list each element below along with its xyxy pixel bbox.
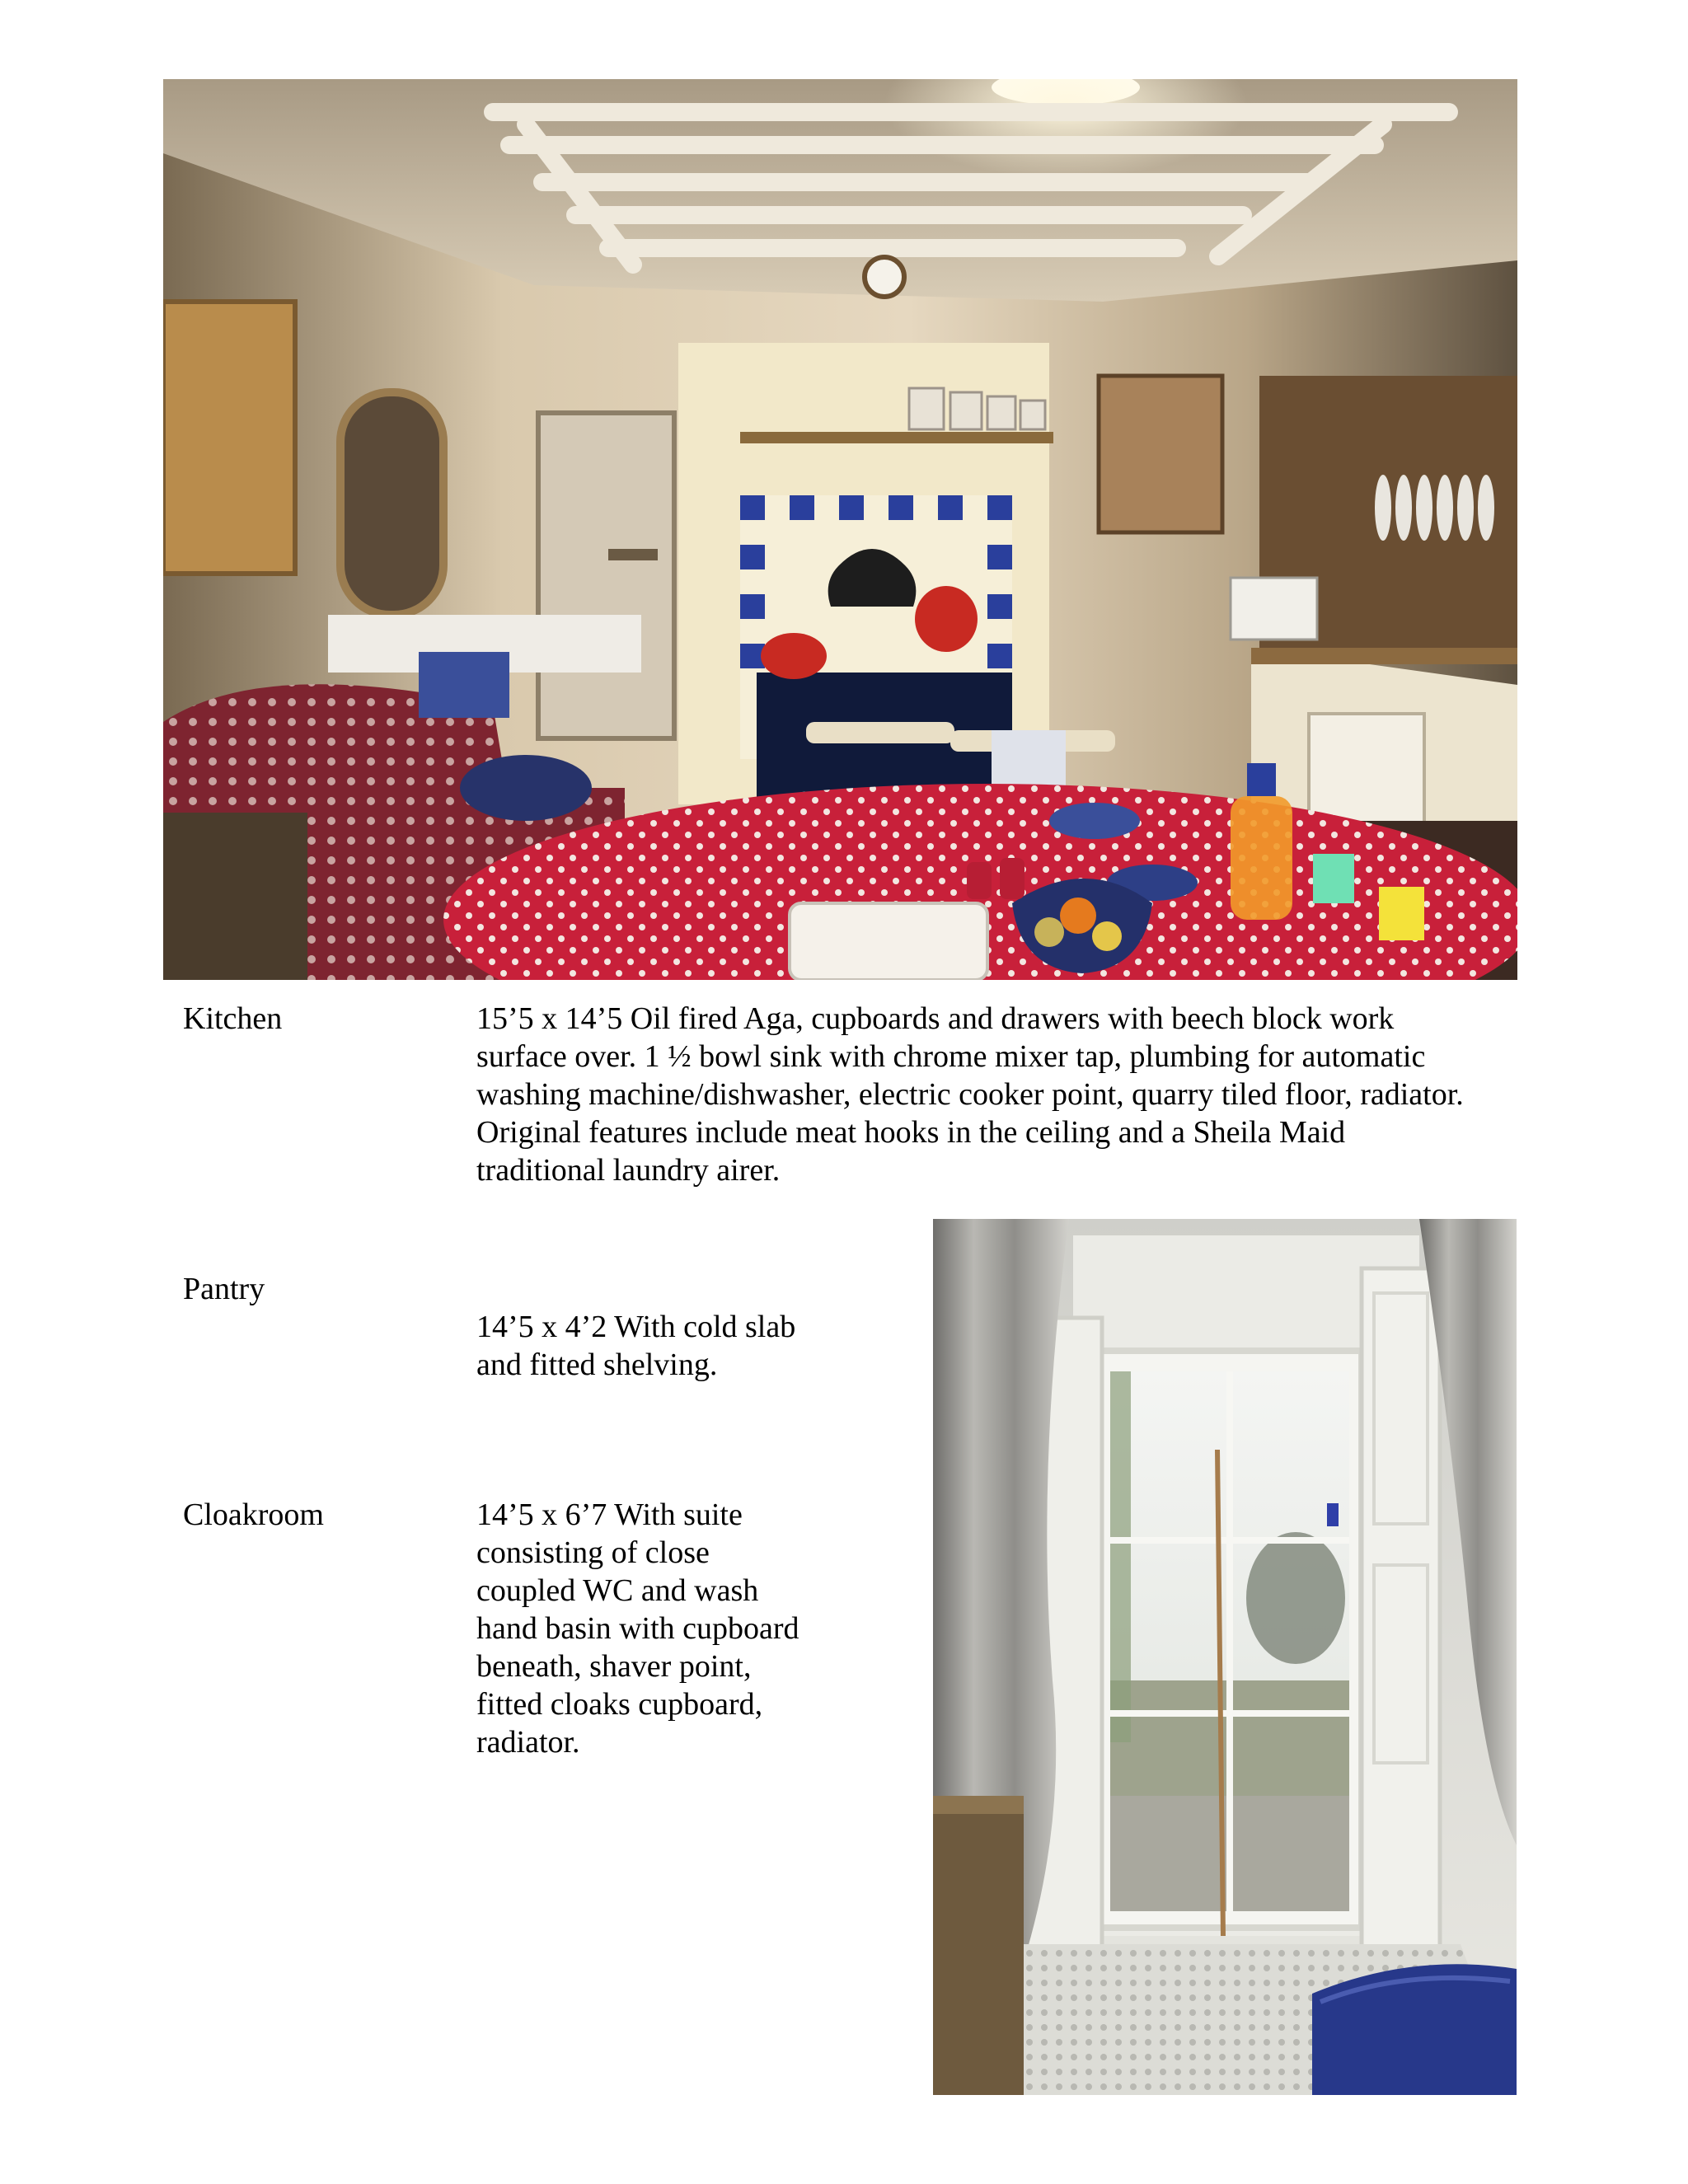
window-photo <box>933 1219 1517 2095</box>
pantry-label: Pantry <box>183 1272 265 1306</box>
kitchen-description: 15’5 x 14’5 Oil fired Aga, cupboards and drawers with beech block work surface over. 1 ½ bowl sink with chrome mixer tap, plumbing for automatic washing machine/dishwasher, electric cooker point, quarry tiled floor, radiator. Original features include meat hooks in the ceiling and a Sheila Maid traditional laundry airer. <box>476 1001 1464 1188</box>
cloakroom-description: 14’5 x 6’7 With suite consisting of close coupled WC and wash hand basin with cupboard beneath, shaver point, fitted cloaks cupboard, radiator. <box>476 1497 799 1760</box>
cloakroom-label: Cloakroom <box>183 1497 324 1532</box>
pantry-description: 14’5 x 4’2 With cold slab and fitted shelving. <box>476 1310 796 1382</box>
kitchen-photo <box>163 79 1517 980</box>
kitchen-label: Kitchen <box>183 1001 283 1036</box>
